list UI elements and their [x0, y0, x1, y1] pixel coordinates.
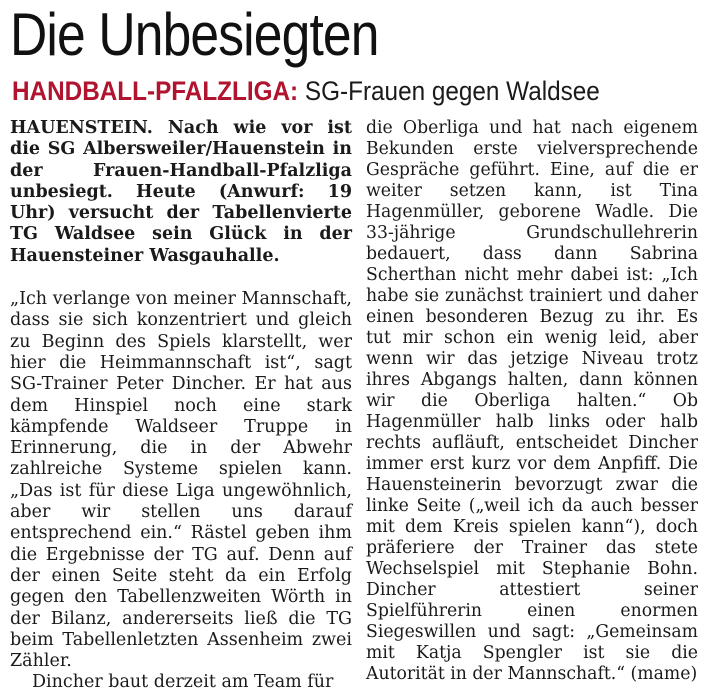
body-paragraph-1: „Ich verlange von meiner Mannschaft, dass sie sich konzentriert und gleich zu Beginn des Spiels klarstellt, wer hier die Heimmannschaft ist“, sagt SG-Trainer Peter Dincher. Er hat aus dem Hinspiel noch eine stark kämpfende Waldseer Truppe in Erinnerung, die in der Abwehr zahlreiche Systeme spielen kann. „Das ist für diese Liga ungewöhnlich, aber wir stellen uns darauf entsprechend ein.“ Rästel geben ihm die Ergebnisse der TG auf. Denn auf der einen Seite steht da ein Erfolg gegen den Tabellenzweiten Wörth in der Bilanz, andererseits ließ die TG beim Tabellenletzten Assenheim zwei Zähler. [10, 289, 352, 672]
body-paragraph-2: Dincher baut derzeit am Team für [32, 672, 334, 693]
section-kicker: HANDBALL-PFALZLIGA: [12, 76, 299, 106]
subtitle: SG-Frauen gegen Waldsee [298, 76, 600, 106]
article-column-left [10, 118, 352, 694]
lead-text: Nach wie vor ist die SG Albersweiler/Hauenstein in der Frauen-Handball-Pfalzliga unbesiegt. Heute (Anwurf: 19 Uhr) versucht der Tabellenvierte TG Waldsee sein Glück in der Hauensteiner Wasgauhalle. [10, 118, 352, 266]
article-column-right [366, 118, 698, 685]
body-paragraph-3: die Oberliga und hat nach eigenem Bekunden erste vielversprechende Gespräche geführt. Eine, auf die er weiter setzen kann, ist Tina Hagenmüller, geborene Wadle. Die 33-jährige Grundschullehrerin bedauert, dass dann Sabrina Scherthan nicht mehr dabei ist: „Ich habe sie zunächst trainiert und daher einen besonderen Bezug zu ihr. Es tut mir schon ein wenig leid, aber wenn wir das jetzige Niveau trotz ihres Abgangs halten, dann können wir die Oberliga halten.“ Ob Hagenmüller halb links oder halb rechts aufläuft, entscheidet Dincher immer erst kurz vor dem Anpfiff. Die Hauensteinerin bevorzugt zwar die linke Seite („weil ich da auch besser mit dem Kreis spielen kann“), doch präferiere der Trainer das stete Wechselspiel mit Stephanie Bohn. Dincher attestiert seiner Spielführerin einen enormen Siegeswillen und sagt: „Gemeinsam mit Katja Spengler ist sie die Autorität in der Mannschaft.“ (mame) [366, 118, 698, 684]
subheadline [12, 74, 600, 108]
headline: Die Unbesiegten [10, 1, 379, 68]
lead-paragraph [10, 118, 352, 267]
dateline: HAUENSTEIN. [10, 118, 153, 138]
